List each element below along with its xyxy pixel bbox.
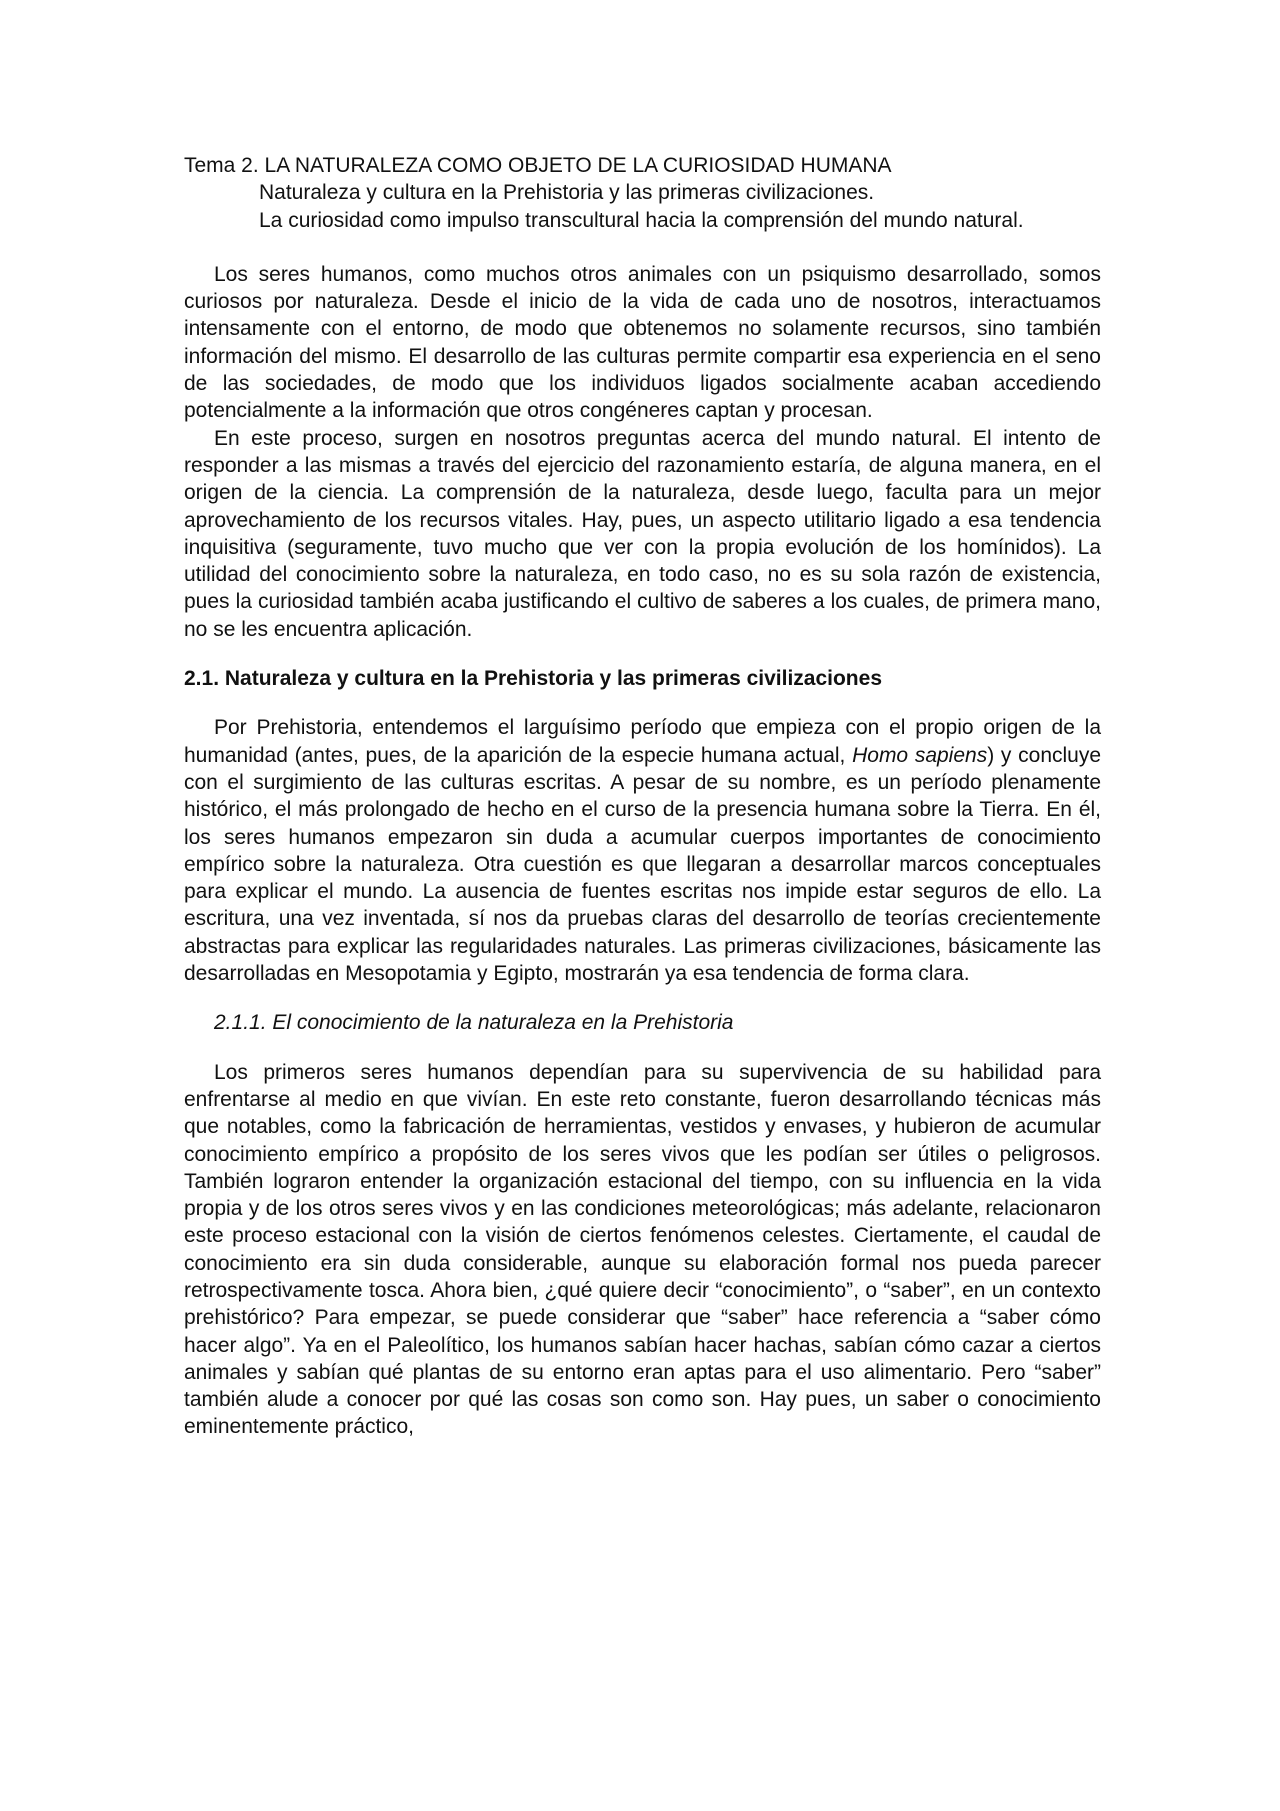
section-2-1-paragraph [184, 714, 1101, 987]
species-name: Homo sapiens [852, 743, 988, 767]
spacer [184, 234, 1101, 261]
intro-paragraph-2: En este proceso, surgen en nosotros preguntas acerca del mundo natural. El intento de responder a las mismas a través del ejercicio del razonamiento estaría, de alguna manera, en el origen de la ciencia. La comprensión de la naturaleza, desde luego, faculta para un mejor aprovechamiento de los recursos vitales. Hay, pues, un aspecto utilitario ligado a esa tendencia inquisitiva (seguramente, tuvo mucho que ver con la propia evolución de los homínidos). La utilidad del conocimiento sobre la naturaleza, en todo caso, no es su sola razón de existencia, pues la curiosidad también acaba justificando el cultivo de saberes a los cuales, de primera mano, no se les encuentra aplicación. [184, 426, 1101, 641]
section-title-2-1: 2.1. Naturaleza y cultura en la Prehistoria y las primeras civilizaciones [184, 667, 882, 691]
paragraph-text: ) y concluye con el surgimiento de las culturas escritas. A pesar de su nombre, es un período plenamente histórico, el más prolongado de hecho en el curso de la presencia humana sobre la Tierra. En él, los seres humanos empezaron sin duda a acumular cuerpos importantes de conocimiento empírico sobre la naturaleza. Otra cuestión es que llegaran a desarrollar marcos conceptuales para explicar el mundo. La ausencia de fuentes escritas nos impide estar seguros de ello. La escritura, una vez inventada, sí nos da pruebas claras del desarrollo de teorías crecientemente abstractas para explicar las regularidades naturales. Las primeras civilizaciones, básicamente las desarrolladas en Mesopotamia y Egipto, mostrarán ya esa tendencia de forma clara. [184, 743, 1102, 986]
page-content [184, 152, 1101, 1441]
spacer [184, 987, 1101, 1009]
spacer [184, 1037, 1101, 1059]
topic-subtitle-2: La curiosidad como impulso transcultural hacia la comprensión del mundo natural. [259, 208, 1024, 232]
section-title-2-1-1: 2.1.1. El conocimiento de la naturaleza en la Prehistoria [214, 1011, 734, 1035]
paragraph-text: Por Prehistoria, entendemos el larguísimo período que empieza con el propio origen de la humanidad (antes, pues, de la aparición de la especie humana actual, [184, 716, 1101, 767]
spacer [184, 692, 1101, 714]
topic-title: Tema 2. LA NATURALEZA COMO OBJETO DE LA CURIOSIDAD HUMANA [184, 154, 892, 177]
topic-subtitle-1: Naturaleza y cultura en la Prehistoria y las primeras civilizaciones. [259, 181, 875, 205]
intro-paragraph-1: Los seres humanos, como muchos otros animales con un psiquismo desarrollado, somos curiosos por naturaleza. Desde el inicio de la vida de cada uno de nosotros, interactuamos intensamente con el entorno, de modo que obtenemos no solamente recursos, sino también información del mismo. El desarrollo de las culturas permite compartir esa experiencia en el seno de las sociedades, de modo que los individuos ligados socialmente acaban accediendo potencialmente a la información que otros congéneres captan y procesan. [184, 262, 1101, 423]
section-2-1-1-paragraph: Los primeros seres humanos dependían para su supervivencia de su habilidad para enfrentarse al medio en que vivían. En este reto constante, fueron desarrollando técnicas más que notables, como la fabricación de herramientas, vestidos y envases, y hubieron de acumular conocimiento empírico a propósito de los seres vivos que les podían ser útiles o peligrosos. También lograron entender la organización estacional del tiempo, con su influencia en la vida propia y de los otros seres vivos y en las condiciones meteorológicas; más adelante, relacionaron este proceso estacional con la visión de ciertos fenómenos celestes. Ciertamente, el caudal de conocimiento era sin duda considerable, aunque su elaboración formal nos pueda parecer retrospectivamente tosca. Ahora bien, ¿qué quiere decir “conocimiento”, o “saber”, en un contexto prehistórico? Para empezar, se puede considerar que “saber” hace referencia a “saber cómo hacer algo”. Ya en el Paleolítico, los humanos sabían hacer hachas, sabían cómo cazar a ciertos animales y sabían qué plantas de su entorno eran aptas para el uso alimentario. Pero “saber” también alude a conocer por qué las cosas son como son. Hay pues, un saber o conocimiento eminentemente práctico, [184, 1060, 1101, 1439]
spacer [184, 643, 1101, 665]
